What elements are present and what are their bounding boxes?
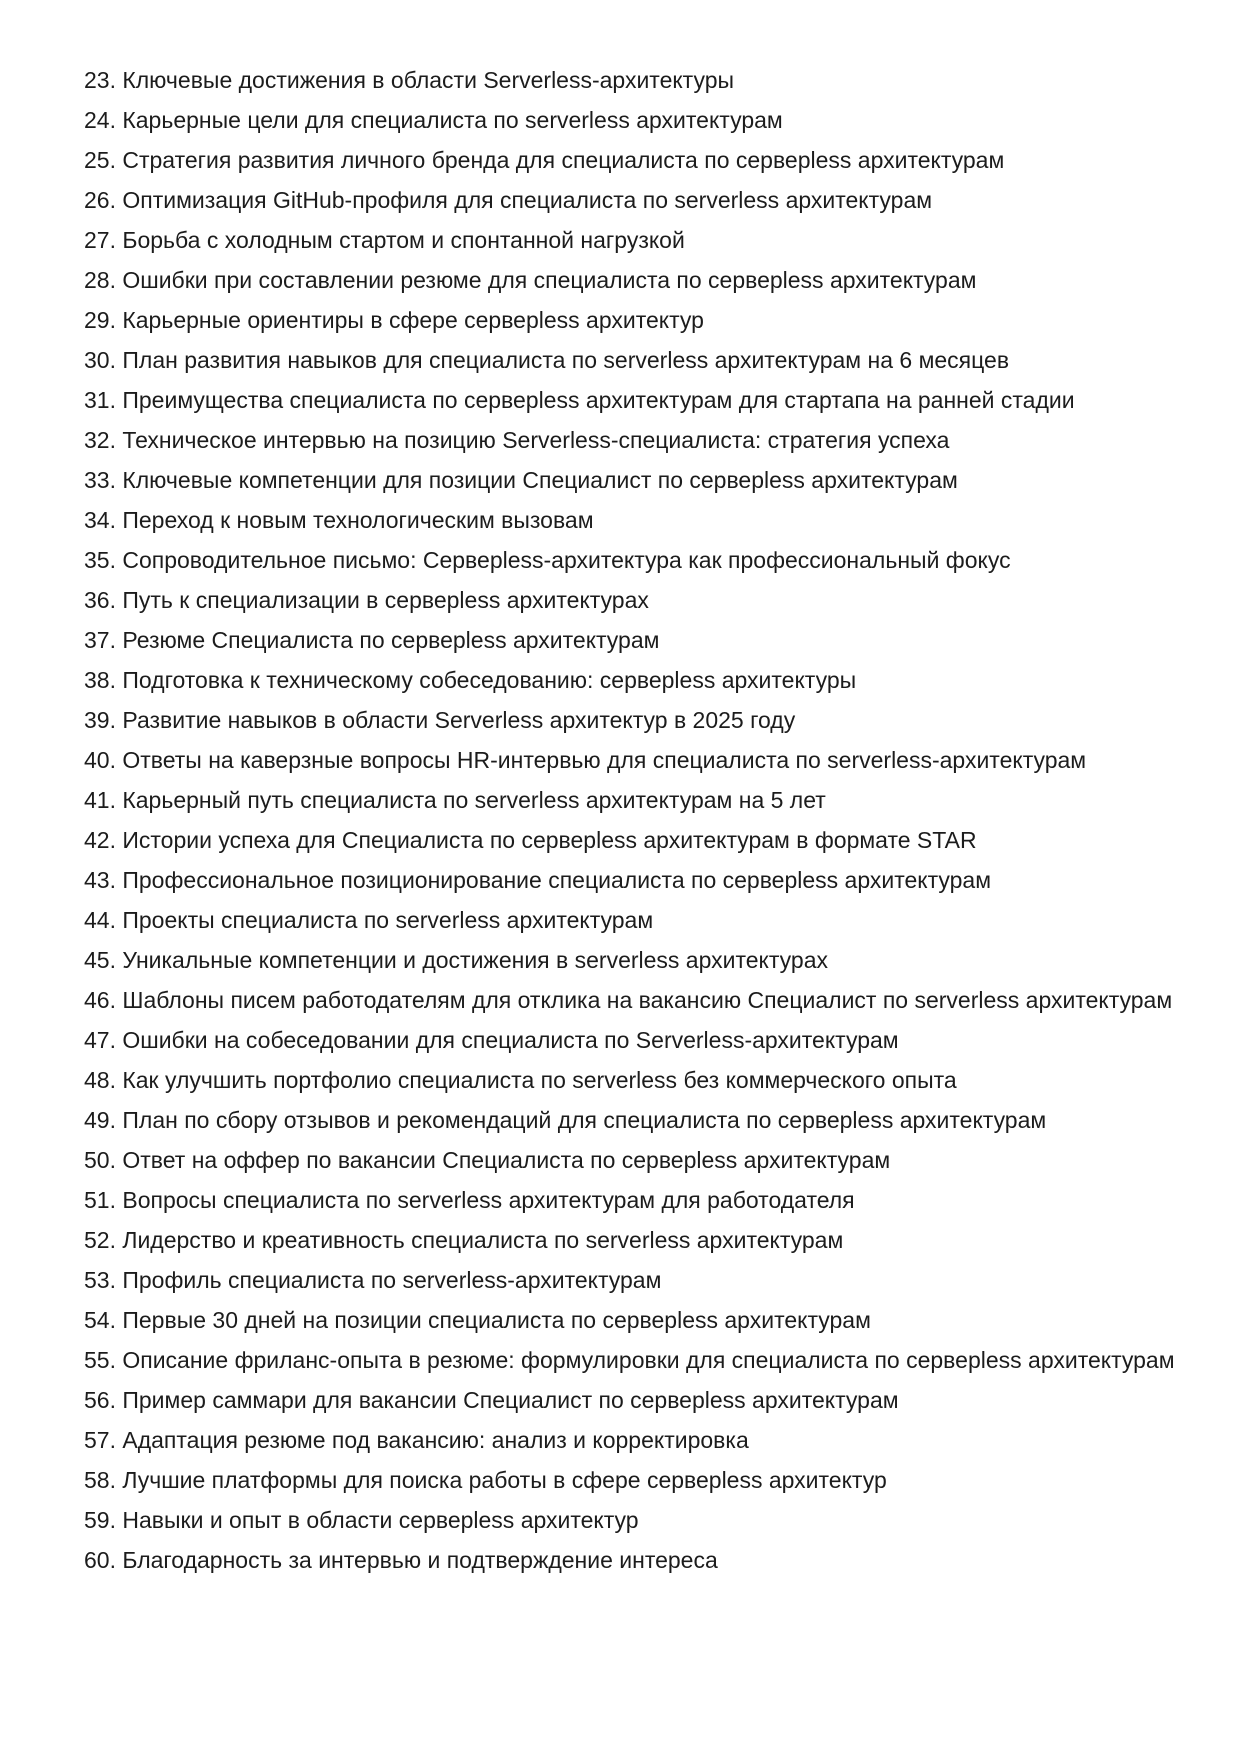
list-item: 54. Первые 30 дней на позиции специалиста по серверless архитектурам [84, 1307, 871, 1333]
list-item: 50. Ответ на оффер по вакансии Специалиста по серверless архитектурам [84, 1147, 891, 1173]
list-item: 55. Описание фриланс-опыта в резюме: формулировки для специалиста по серверless архитектурам [84, 1347, 1175, 1373]
list-item: 29. Карьерные ориентиры в сфере серверless архитектур [84, 307, 704, 333]
list-item: 43. Профессиональное позиционирование специалиста по серверless архитектурам [84, 867, 992, 893]
list-item: 48. Как улучшить портфолио специалиста по serverless без коммерческого опыта [84, 1067, 957, 1093]
list-item: 56. Пример саммари для вакансии Специалист по серверless архитектурам [84, 1387, 899, 1413]
list-item: 60. Благодарность за интервью и подтверждение интереса [84, 1547, 718, 1573]
list-item: 40. Ответы на каверзные вопросы HR-интервью для специалиста по serverless-архитектурам [84, 747, 1087, 773]
list-item: 51. Вопросы специалиста по serverless архитектурам для работодателя [84, 1187, 855, 1213]
list-item: 44. Проекты специалиста по serverless архитектурам [84, 907, 654, 933]
list-item: 36. Путь к специализации в серверless архитектурах [84, 587, 649, 613]
list-item: 32. Техническое интервью на позицию Serverless-специалиста: стратегия успеха [84, 427, 950, 453]
list-item: 41. Карьерный путь специалиста по serverless архитектурам на 5 лет [84, 787, 826, 813]
list-item: 23. Ключевые достижения в области Serverless-архитектуры [84, 67, 735, 93]
list-item: 24. Карьерные цели для специалиста по serverless архитектурам [84, 107, 783, 133]
list-item: 58. Лучшие платформы для поиска работы в сфере серверless архитектур [84, 1467, 887, 1493]
list-item: 30. План развития навыков для специалиста по serverless архитектурам на 6 месяцев [84, 347, 1010, 373]
list-item: 27. Борьба с холодным стартом и спонтанной нагрузкой [84, 227, 685, 253]
list-item: 35. Сопроводительное письмо: Серверless-архитектура как профессиональный фокус [84, 547, 1011, 573]
list-item: 49. План по сбору отзывов и рекомендаций для специалиста по серверless архитектурам [84, 1107, 1047, 1133]
list-item: 39. Развитие навыков в области Serverless архитектур в 2025 году [84, 707, 796, 733]
list-item: 46. Шаблоны писем работодателям для отклика на вакансию Специалист по serverless архитектурам [84, 987, 1173, 1013]
list-item: 37. Резюме Специалиста по серверless архитектурам [84, 627, 660, 653]
list-item: 42. Истории успеха для Специалиста по серверless архитектурам в формате STAR [84, 827, 977, 853]
list-item: 47. Ошибки на собеседовании для специалиста по Serverless-архитектурам [84, 1027, 899, 1053]
list-item: 52. Лидерство и креативность специалиста по serverless архитектурам [84, 1227, 844, 1253]
list-item: 59. Навыки и опыт в области серверless архитектур [84, 1507, 639, 1533]
list-item: 57. Адаптация резюме под вакансию: анализ и корректировка [84, 1427, 749, 1453]
list-item: 53. Профиль специалиста по serverless-архитектурам [84, 1267, 662, 1293]
list-item: 28. Ошибки при составлении резюме для специалиста по серверless архитектурам [84, 267, 977, 293]
table-of-contents-list [84, 60, 1194, 1580]
list-item: 25. Стратегия развития личного бренда для специалиста по серверless архитектурам [84, 147, 1005, 173]
list-item: 33. Ключевые компетенции для позиции Специалист по серверless архитектурам [84, 467, 958, 493]
document-page [84, 60, 1194, 1580]
list-item: 34. Переход к новым технологическим вызовам [84, 507, 594, 533]
list-item: 45. Уникальные компетенции и достижения в serverless архитектурах [84, 947, 828, 973]
list-item: 26. Оптимизация GitHub-профиля для специалиста по serverless архитектурам [84, 187, 933, 213]
list-item: 31. Преимущества специалиста по серверless архитектурам для стартапа на ранней стадии [84, 387, 1075, 413]
list-item: 38. Подготовка к техническому собеседованию: серверless архитектуры [84, 667, 857, 693]
